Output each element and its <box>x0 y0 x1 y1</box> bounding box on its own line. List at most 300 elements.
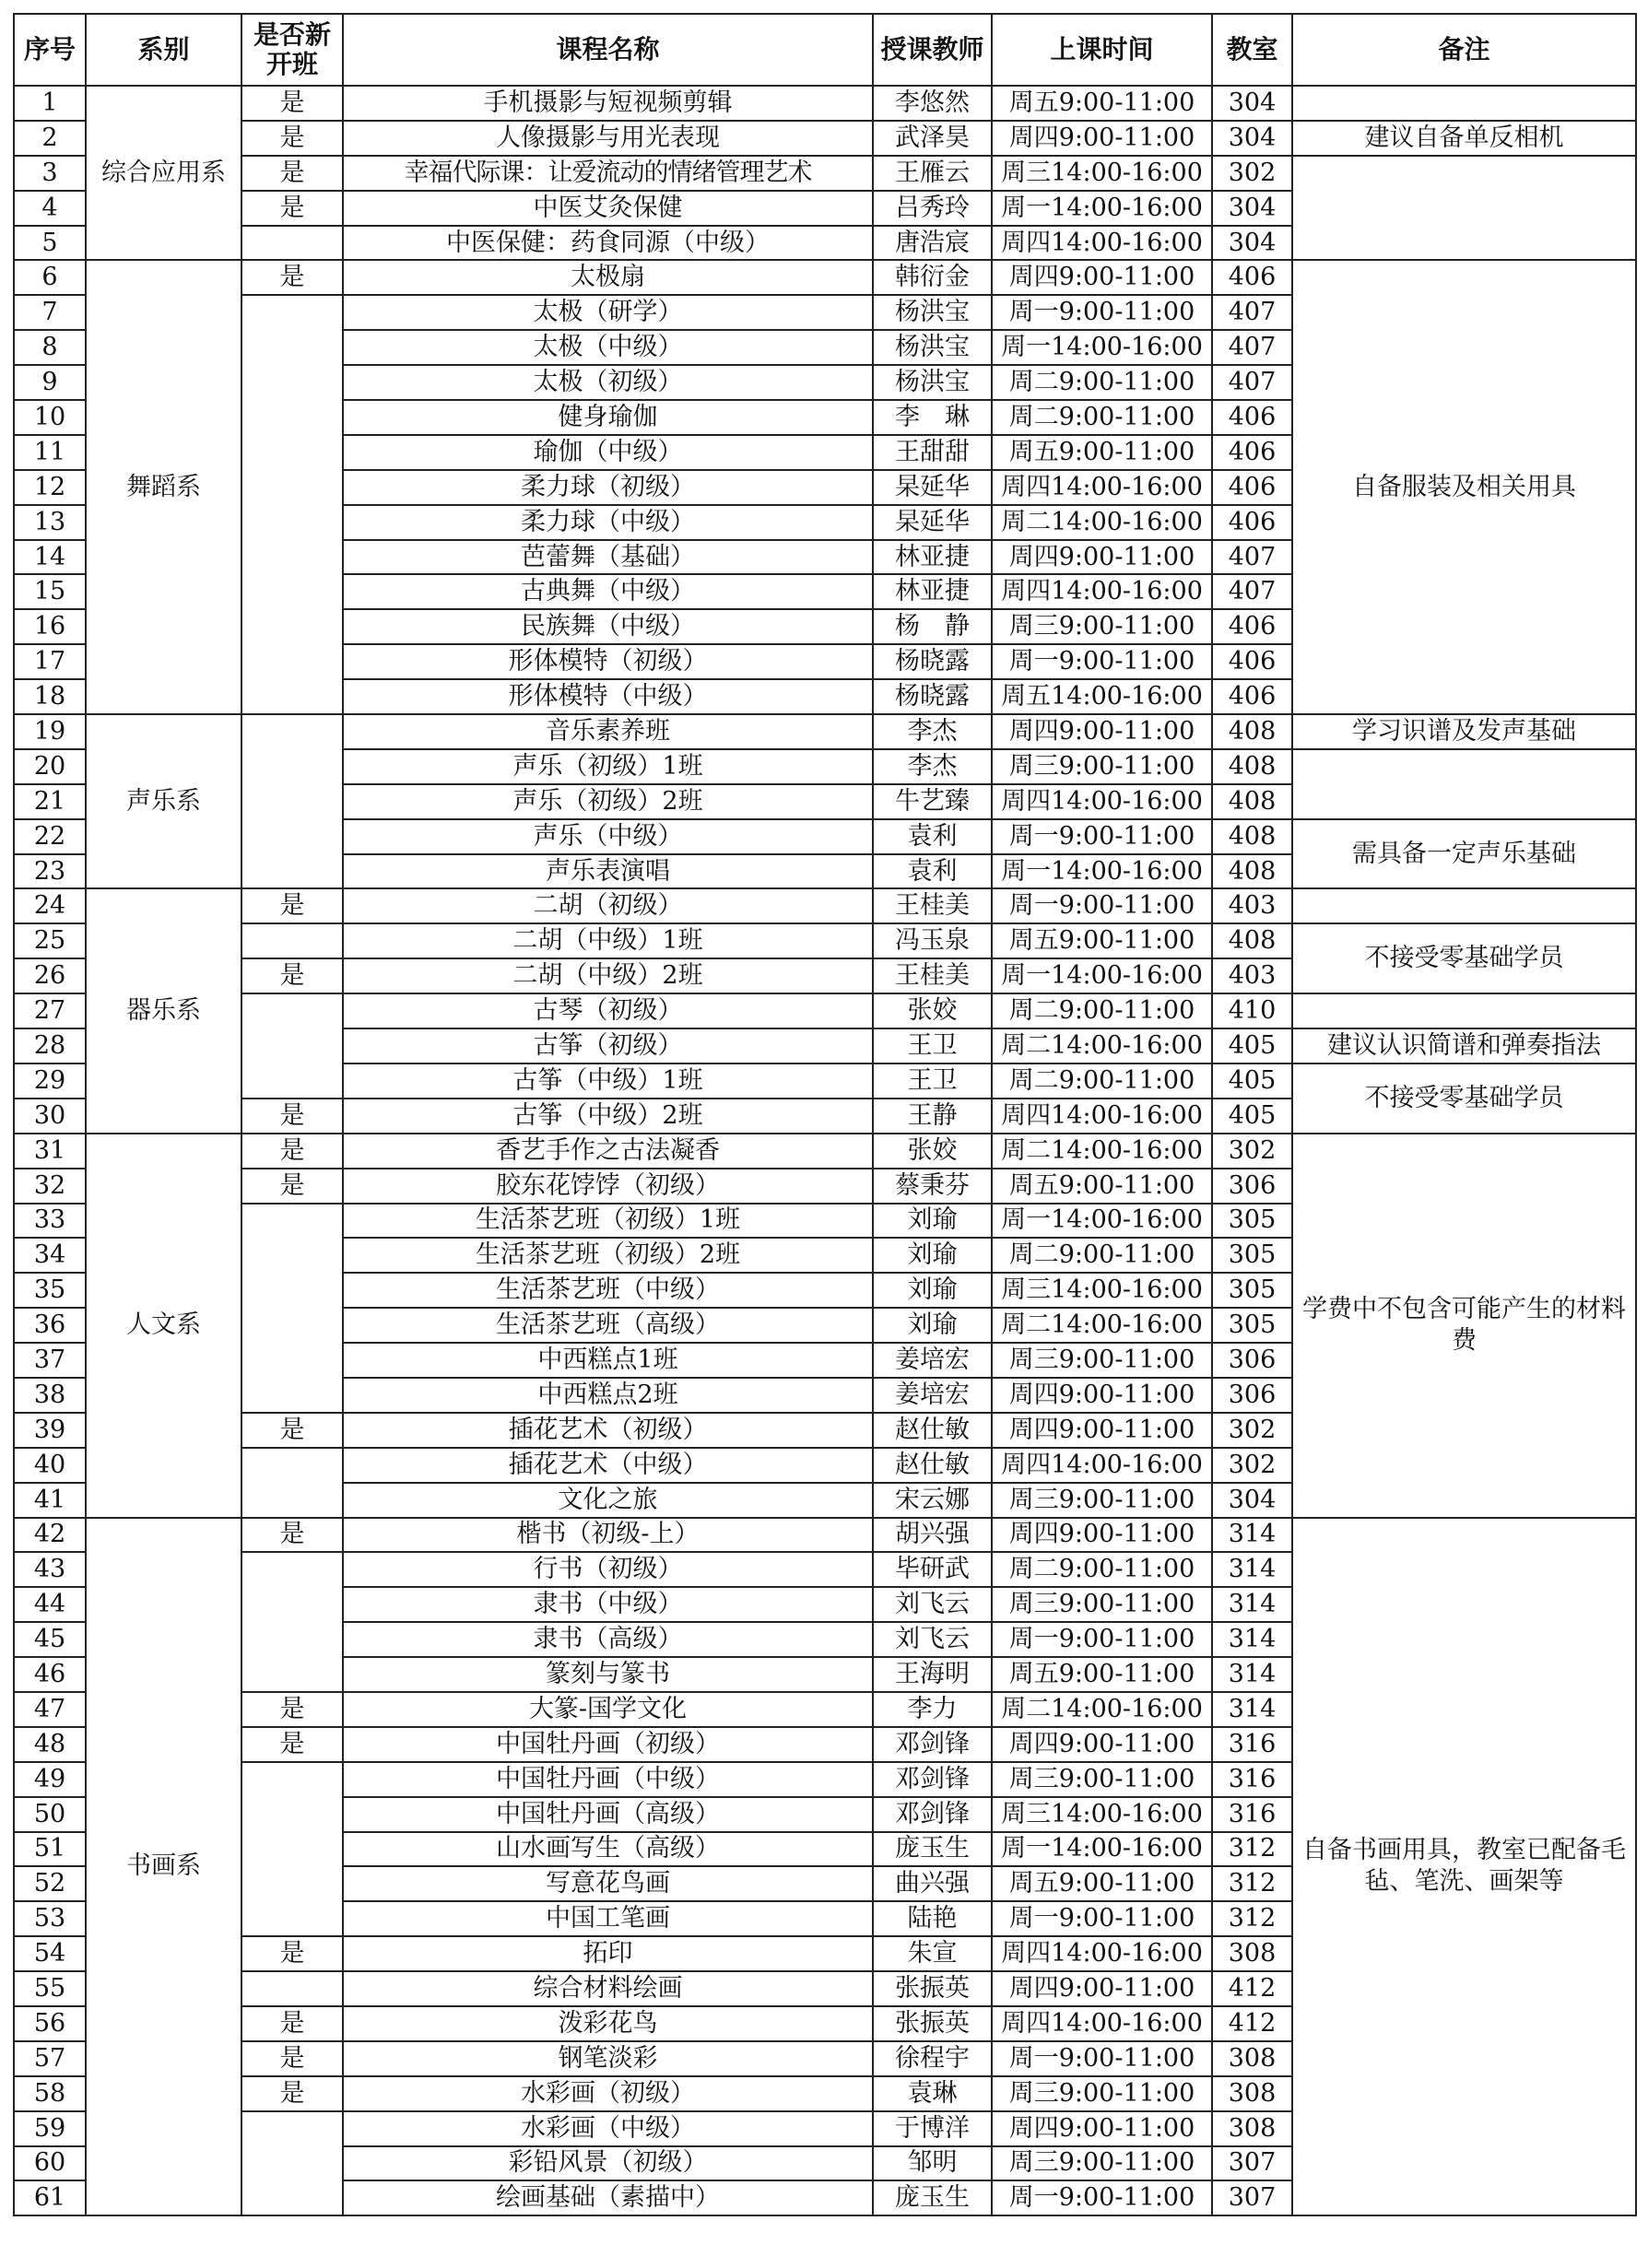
cell-room: 304 <box>1212 121 1292 156</box>
cell-time: 周一9:00-11:00 <box>992 644 1212 679</box>
cell-teacher: 袁琳 <box>873 2076 992 2111</box>
cell-course: 手机摄影与短视频剪辑 <box>343 86 873 121</box>
cell-teacher: 姜培宏 <box>873 1378 992 1413</box>
cell-room: 407 <box>1212 330 1292 365</box>
cell-seq: 19 <box>14 714 86 749</box>
cell-room: 407 <box>1212 540 1292 575</box>
cell-teacher: 林亚捷 <box>873 574 992 609</box>
cell-teacher: 刘飞云 <box>873 1622 992 1657</box>
cell-teacher: 宋云娜 <box>873 1483 992 1518</box>
cell-teacher: 王静 <box>873 1099 992 1134</box>
cell-room: 408 <box>1212 714 1292 749</box>
cell-room: 312 <box>1212 1901 1292 1936</box>
cell-seq: 28 <box>14 1028 86 1063</box>
cell-room: 305 <box>1212 1308 1292 1343</box>
cell-room: 403 <box>1212 888 1292 923</box>
cell-course: 文化之旅 <box>343 1483 873 1518</box>
cell-room: 308 <box>1212 1936 1292 1971</box>
cell-course: 古琴（初级） <box>343 993 873 1028</box>
cell-newclass: 是 <box>241 1169 343 1204</box>
cell-time: 周三9:00-11:00 <box>992 2076 1212 2111</box>
cell-time: 周一14:00-16:00 <box>992 330 1212 365</box>
cell-time: 周一9:00-11:00 <box>992 1901 1212 1936</box>
cell-seq: 31 <box>14 1134 86 1169</box>
cell-seq: 35 <box>14 1273 86 1308</box>
cell-newclass: 是 <box>241 121 343 156</box>
cell-time: 周四14:00-16:00 <box>992 574 1212 609</box>
cell-teacher: 赵仕敏 <box>873 1448 992 1483</box>
cell-time: 周三9:00-11:00 <box>992 749 1212 784</box>
cell-seq: 30 <box>14 1099 86 1134</box>
cell-note: 建议认识简谱和弹奏指法 <box>1292 1028 1636 1063</box>
cell-time: 周四9:00-11:00 <box>992 540 1212 575</box>
cell-teacher: 蔡秉芬 <box>873 1169 992 1204</box>
cell-time: 周四9:00-11:00 <box>992 121 1212 156</box>
cell-seq: 18 <box>14 679 86 714</box>
cell-seq: 49 <box>14 1762 86 1797</box>
cell-seq: 8 <box>14 330 86 365</box>
cell-course: 柔力球（中级） <box>343 505 873 540</box>
cell-teacher: 林亚捷 <box>873 540 992 575</box>
cell-room: 406 <box>1212 644 1292 679</box>
cell-teacher: 毕研武 <box>873 1552 992 1587</box>
cell-time: 周四14:00-16:00 <box>992 784 1212 819</box>
cell-seq: 52 <box>14 1866 86 1901</box>
cell-note <box>1292 86 1636 121</box>
cell-room: 406 <box>1212 679 1292 714</box>
cell-newclass <box>241 295 343 714</box>
cell-teacher: 袁利 <box>873 819 992 854</box>
cell-teacher: 邓剑锋 <box>873 1727 992 1762</box>
cell-seq: 33 <box>14 1204 86 1239</box>
cell-room: 407 <box>1212 365 1292 400</box>
cell-seq: 56 <box>14 2006 86 2041</box>
cell-room: 314 <box>1212 1622 1292 1657</box>
cell-teacher: 杲延华 <box>873 470 992 505</box>
cell-seq: 43 <box>14 1552 86 1587</box>
cell-course: 拓印 <box>343 1936 873 1971</box>
cell-room: 302 <box>1212 1413 1292 1448</box>
cell-course: 综合材料绘画 <box>343 1971 873 2006</box>
cell-room: 307 <box>1212 2180 1292 2215</box>
cell-room: 312 <box>1212 1832 1292 1867</box>
cell-course: 隶书（高级） <box>343 1622 873 1657</box>
cell-teacher: 李杰 <box>873 714 992 749</box>
table-row <box>14 1134 1636 1169</box>
cell-time: 周三14:00-16:00 <box>992 1273 1212 1308</box>
cell-seq: 50 <box>14 1797 86 1832</box>
cell-room: 308 <box>1212 2041 1292 2076</box>
cell-time: 周三9:00-11:00 <box>992 1587 1212 1622</box>
cell-time: 周二9:00-11:00 <box>992 1063 1212 1099</box>
cell-teacher: 杨洪宝 <box>873 365 992 400</box>
cell-time: 周五9:00-11:00 <box>992 86 1212 121</box>
cell-room: 408 <box>1212 784 1292 819</box>
cell-seq: 55 <box>14 1971 86 2006</box>
cell-time: 周二14:00-16:00 <box>992 1134 1212 1169</box>
cell-course: 中西糕点1班 <box>343 1343 873 1378</box>
cell-teacher: 杨晓露 <box>873 644 992 679</box>
cell-room: 314 <box>1212 1518 1292 1553</box>
cell-teacher: 王桂美 <box>873 888 992 923</box>
header-note: 备注 <box>1292 14 1636 86</box>
cell-room: 408 <box>1212 749 1292 784</box>
cell-teacher: 王卫 <box>873 1063 992 1099</box>
cell-newclass <box>241 226 343 261</box>
cell-teacher: 胡兴强 <box>873 1518 992 1553</box>
cell-course: 瑜伽（中级） <box>343 435 873 470</box>
cell-course: 中国牡丹画（中级） <box>343 1762 873 1797</box>
cell-course: 中国牡丹画（高级） <box>343 1797 873 1832</box>
cell-course: 民族舞（中级） <box>343 609 873 644</box>
cell-newclass <box>241 923 343 958</box>
cell-time: 周一14:00-16:00 <box>992 854 1212 889</box>
header-teacher: 授课教师 <box>873 14 992 86</box>
cell-time: 周一9:00-11:00 <box>992 2041 1212 2076</box>
cell-course: 篆刻与篆书 <box>343 1657 873 1692</box>
cell-teacher: 刘瑜 <box>873 1308 992 1343</box>
cell-course: 插花艺术（中级） <box>343 1448 873 1483</box>
cell-room: 406 <box>1212 435 1292 470</box>
cell-newclass: 是 <box>241 86 343 121</box>
cell-seq: 40 <box>14 1448 86 1483</box>
cell-note: 不接受零基础学员 <box>1292 923 1636 993</box>
cell-teacher: 王海明 <box>873 1657 992 1692</box>
header-dept: 系别 <box>86 14 241 86</box>
cell-teacher: 袁利 <box>873 854 992 889</box>
cell-time: 周五9:00-11:00 <box>992 435 1212 470</box>
cell-course: 幸福代际课：让爱流动的情绪管理艺术 <box>343 156 873 191</box>
cell-seq: 54 <box>14 1936 86 1971</box>
cell-time: 周四9:00-11:00 <box>992 260 1212 295</box>
cell-seq: 29 <box>14 1063 86 1099</box>
header-newclass: 是否新开班 <box>241 14 343 86</box>
cell-room: 406 <box>1212 260 1292 295</box>
cell-course: 绘画基础（素描中） <box>343 2180 873 2215</box>
cell-note: 建议自备单反相机 <box>1292 121 1636 156</box>
cell-newclass: 是 <box>241 260 343 295</box>
cell-teacher: 朱宣 <box>873 1936 992 1971</box>
cell-note: 学习识谱及发声基础 <box>1292 714 1636 749</box>
cell-room: 304 <box>1212 86 1292 121</box>
table-row <box>14 888 1636 923</box>
cell-room: 408 <box>1212 854 1292 889</box>
table-body <box>14 86 1636 2215</box>
cell-newclass: 是 <box>241 888 343 923</box>
course-schedule-table <box>13 13 1637 2216</box>
cell-seq: 12 <box>14 470 86 505</box>
cell-time: 周四9:00-11:00 <box>992 714 1212 749</box>
cell-time: 周五9:00-11:00 <box>992 1169 1212 1204</box>
cell-course: 古筝（初级） <box>343 1028 873 1063</box>
cell-room: 408 <box>1212 819 1292 854</box>
cell-seq: 27 <box>14 993 86 1028</box>
cell-seq: 7 <box>14 295 86 330</box>
cell-room: 304 <box>1212 1483 1292 1518</box>
cell-time: 周三9:00-11:00 <box>992 609 1212 644</box>
cell-seq: 9 <box>14 365 86 400</box>
cell-time: 周四9:00-11:00 <box>992 1413 1212 1448</box>
cell-teacher: 唐浩宸 <box>873 226 992 261</box>
cell-time: 周二14:00-16:00 <box>992 1308 1212 1343</box>
cell-course: 太极扇 <box>343 260 873 295</box>
cell-newclass: 是 <box>241 2041 343 2076</box>
cell-room: 314 <box>1212 1552 1292 1587</box>
cell-teacher: 牛艺臻 <box>873 784 992 819</box>
cell-dept: 书画系 <box>86 1518 241 2216</box>
cell-seq: 24 <box>14 888 86 923</box>
cell-course: 健身瑜伽 <box>343 400 873 435</box>
cell-course: 中医艾灸保健 <box>343 191 873 226</box>
cell-teacher: 杨洪宝 <box>873 330 992 365</box>
cell-time: 周一9:00-11:00 <box>992 888 1212 923</box>
cell-room: 407 <box>1212 295 1292 330</box>
cell-seq: 42 <box>14 1518 86 1553</box>
cell-room: 305 <box>1212 1273 1292 1308</box>
cell-course: 声乐（初级）2班 <box>343 784 873 819</box>
cell-seq: 38 <box>14 1378 86 1413</box>
cell-course: 生活茶艺班（中级） <box>343 1273 873 1308</box>
cell-room: 412 <box>1212 1971 1292 2006</box>
header-course: 课程名称 <box>343 14 873 86</box>
cell-time: 周三14:00-16:00 <box>992 1797 1212 1832</box>
cell-teacher: 杨晓露 <box>873 679 992 714</box>
cell-teacher: 张姣 <box>873 1134 992 1169</box>
cell-course: 生活茶艺班（初级）1班 <box>343 1204 873 1239</box>
cell-teacher: 张振英 <box>873 1971 992 2006</box>
cell-course: 太极（初级） <box>343 365 873 400</box>
cell-course: 形体模特（初级） <box>343 644 873 679</box>
cell-course: 楷书（初级-上） <box>343 1518 873 1553</box>
cell-course: 水彩画（初级） <box>343 2076 873 2111</box>
cell-time: 周三9:00-11:00 <box>992 1762 1212 1797</box>
cell-time: 周一9:00-11:00 <box>992 295 1212 330</box>
cell-course: 二胡（中级）2班 <box>343 958 873 993</box>
cell-newclass <box>241 993 343 1099</box>
cell-dept: 器乐系 <box>86 888 241 1133</box>
cell-newclass: 是 <box>241 156 343 191</box>
cell-seq: 16 <box>14 609 86 644</box>
cell-newclass: 是 <box>241 1518 343 1553</box>
cell-newclass: 是 <box>241 1936 343 1971</box>
cell-room: 406 <box>1212 609 1292 644</box>
cell-dept: 人文系 <box>86 1134 241 1518</box>
cell-note <box>1292 888 1636 923</box>
cell-teacher: 曲兴强 <box>873 1866 992 1901</box>
cell-newclass: 是 <box>241 1692 343 1727</box>
cell-seq: 34 <box>14 1238 86 1273</box>
cell-time: 周二9:00-11:00 <box>992 365 1212 400</box>
cell-room: 412 <box>1212 2006 1292 2041</box>
cell-course: 钢笔淡彩 <box>343 2041 873 2076</box>
cell-note: 需具备一定声乐基础 <box>1292 819 1636 889</box>
cell-newclass: 是 <box>241 1134 343 1169</box>
cell-course: 写意花鸟画 <box>343 1866 873 1901</box>
cell-time: 周一9:00-11:00 <box>992 2180 1212 2215</box>
cell-teacher: 邓剑锋 <box>873 1797 992 1832</box>
cell-teacher: 冯玉泉 <box>873 923 992 958</box>
cell-time: 周二9:00-11:00 <box>992 1238 1212 1273</box>
cell-course: 古筝（中级）1班 <box>343 1063 873 1099</box>
cell-seq: 17 <box>14 644 86 679</box>
cell-newclass: 是 <box>241 1099 343 1134</box>
cell-seq: 21 <box>14 784 86 819</box>
cell-seq: 25 <box>14 923 86 958</box>
cell-seq: 15 <box>14 574 86 609</box>
cell-course: 行书（初级） <box>343 1552 873 1587</box>
cell-time: 周四14:00-16:00 <box>992 1099 1212 1134</box>
cell-seq: 46 <box>14 1657 86 1692</box>
header-row <box>14 14 1636 86</box>
cell-teacher: 庞玉生 <box>873 2180 992 2215</box>
cell-time: 周三9:00-11:00 <box>992 2146 1212 2181</box>
cell-course: 山水画写生（高级） <box>343 1832 873 1867</box>
cell-course: 芭蕾舞（基础） <box>343 540 873 575</box>
cell-seq: 53 <box>14 1901 86 1936</box>
cell-teacher: 杲延华 <box>873 505 992 540</box>
cell-dept: 综合应用系 <box>86 86 241 260</box>
cell-teacher: 徐程宇 <box>873 2041 992 2076</box>
cell-note: 学费中不包含可能产生的材料费 <box>1292 1134 1636 1518</box>
cell-course: 生活茶艺班（高级） <box>343 1308 873 1343</box>
cell-seq: 47 <box>14 1692 86 1727</box>
cell-course: 中西糕点2班 <box>343 1378 873 1413</box>
cell-seq: 3 <box>14 156 86 191</box>
cell-note: 自备服装及相关用具 <box>1292 260 1636 714</box>
cell-time: 周四14:00-16:00 <box>992 226 1212 261</box>
cell-teacher: 杨洪宝 <box>873 295 992 330</box>
cell-newclass <box>241 1204 343 1413</box>
cell-course: 中国牡丹画（初级） <box>343 1727 873 1762</box>
cell-seq: 60 <box>14 2146 86 2181</box>
cell-room: 306 <box>1212 1343 1292 1378</box>
cell-time: 周二9:00-11:00 <box>992 993 1212 1028</box>
cell-course: 古典舞（中级） <box>343 574 873 609</box>
cell-time: 周一14:00-16:00 <box>992 1204 1212 1239</box>
cell-course: 声乐（初级）1班 <box>343 749 873 784</box>
cell-seq: 45 <box>14 1622 86 1657</box>
table-row <box>14 260 1636 295</box>
cell-seq: 37 <box>14 1343 86 1378</box>
cell-time: 周二9:00-11:00 <box>992 1552 1212 1587</box>
cell-course: 泼彩花鸟 <box>343 2006 873 2041</box>
cell-course: 隶书（中级） <box>343 1587 873 1622</box>
cell-teacher: 陆艳 <box>873 1901 992 1936</box>
cell-time: 周三9:00-11:00 <box>992 1483 1212 1518</box>
cell-seq: 61 <box>14 2180 86 2215</box>
table-row <box>14 923 1636 958</box>
cell-room: 308 <box>1212 2076 1292 2111</box>
cell-note: 自备书画用具，教室已配备毛毡、笔洗、画架等 <box>1292 1518 1636 2216</box>
cell-room: 314 <box>1212 1692 1292 1727</box>
cell-room: 406 <box>1212 470 1292 505</box>
cell-teacher: 刘瑜 <box>873 1238 992 1273</box>
cell-time: 周五9:00-11:00 <box>992 923 1212 958</box>
cell-course: 形体模特（中级） <box>343 679 873 714</box>
cell-note <box>1292 993 1636 1028</box>
cell-seq: 5 <box>14 226 86 261</box>
cell-dept: 舞蹈系 <box>86 260 241 714</box>
cell-time: 周五9:00-11:00 <box>992 1866 1212 1901</box>
cell-room: 312 <box>1212 1866 1292 1901</box>
cell-course: 音乐素养班 <box>343 714 873 749</box>
cell-teacher: 刘飞云 <box>873 1587 992 1622</box>
cell-newclass: 是 <box>241 191 343 226</box>
cell-teacher: 于博洋 <box>873 2111 992 2146</box>
cell-time: 周四14:00-16:00 <box>992 1936 1212 1971</box>
cell-newclass: 是 <box>241 2076 343 2111</box>
cell-course: 彩铅风景（初级） <box>343 2146 873 2181</box>
cell-course: 生活茶艺班（初级）2班 <box>343 1238 873 1273</box>
cell-newclass: 是 <box>241 958 343 993</box>
cell-course: 二胡（初级） <box>343 888 873 923</box>
cell-seq: 2 <box>14 121 86 156</box>
cell-seq: 57 <box>14 2041 86 2076</box>
cell-room: 304 <box>1212 191 1292 226</box>
cell-time: 周五14:00-16:00 <box>992 679 1212 714</box>
cell-teacher: 杨 静 <box>873 609 992 644</box>
cell-room: 305 <box>1212 1204 1292 1239</box>
cell-note <box>1292 156 1636 261</box>
cell-room: 314 <box>1212 1587 1292 1622</box>
cell-room: 405 <box>1212 1063 1292 1099</box>
cell-course: 太极（研学） <box>343 295 873 330</box>
cell-teacher: 王卫 <box>873 1028 992 1063</box>
cell-course: 中国工笔画 <box>343 1901 873 1936</box>
cell-course: 胶东花饽饽（初级） <box>343 1169 873 1204</box>
cell-course: 太极（中级） <box>343 330 873 365</box>
cell-note <box>1292 749 1636 819</box>
cell-course: 声乐表演唱 <box>343 854 873 889</box>
cell-time: 周四9:00-11:00 <box>992 1727 1212 1762</box>
header-time: 上课时间 <box>992 14 1212 86</box>
cell-teacher: 庞玉生 <box>873 1832 992 1867</box>
cell-teacher: 王甜甜 <box>873 435 992 470</box>
cell-time: 周一14:00-16:00 <box>992 191 1212 226</box>
cell-room: 306 <box>1212 1169 1292 1204</box>
cell-room: 302 <box>1212 156 1292 191</box>
cell-teacher: 武泽昊 <box>873 121 992 156</box>
cell-time: 周四9:00-11:00 <box>992 1378 1212 1413</box>
table-row <box>14 1518 1636 1553</box>
cell-teacher: 李杰 <box>873 749 992 784</box>
cell-time: 周四14:00-16:00 <box>992 2006 1212 2041</box>
cell-seq: 22 <box>14 819 86 854</box>
cell-course: 中医保健：药食同源（中级） <box>343 226 873 261</box>
cell-teacher: 王桂美 <box>873 958 992 993</box>
cell-seq: 51 <box>14 1832 86 1867</box>
cell-time: 周三9:00-11:00 <box>992 1343 1212 1378</box>
cell-room: 302 <box>1212 1448 1292 1483</box>
cell-course: 大篆-国学文化 <box>343 1692 873 1727</box>
cell-seq: 58 <box>14 2076 86 2111</box>
cell-seq: 13 <box>14 505 86 540</box>
cell-room: 403 <box>1212 958 1292 993</box>
cell-teacher: 李悠然 <box>873 86 992 121</box>
cell-room: 407 <box>1212 574 1292 609</box>
cell-teacher: 邹明 <box>873 2146 992 2181</box>
cell-time: 周四9:00-11:00 <box>992 1518 1212 1553</box>
cell-teacher: 赵仕敏 <box>873 1413 992 1448</box>
cell-course: 人像摄影与用光表现 <box>343 121 873 156</box>
cell-seq: 23 <box>14 854 86 889</box>
cell-room: 316 <box>1212 1727 1292 1762</box>
cell-time: 周三14:00-16:00 <box>992 156 1212 191</box>
cell-room: 405 <box>1212 1099 1292 1134</box>
cell-course: 香艺手作之古法凝香 <box>343 1134 873 1169</box>
cell-room: 316 <box>1212 1762 1292 1797</box>
cell-time: 周四9:00-11:00 <box>992 1971 1212 2006</box>
